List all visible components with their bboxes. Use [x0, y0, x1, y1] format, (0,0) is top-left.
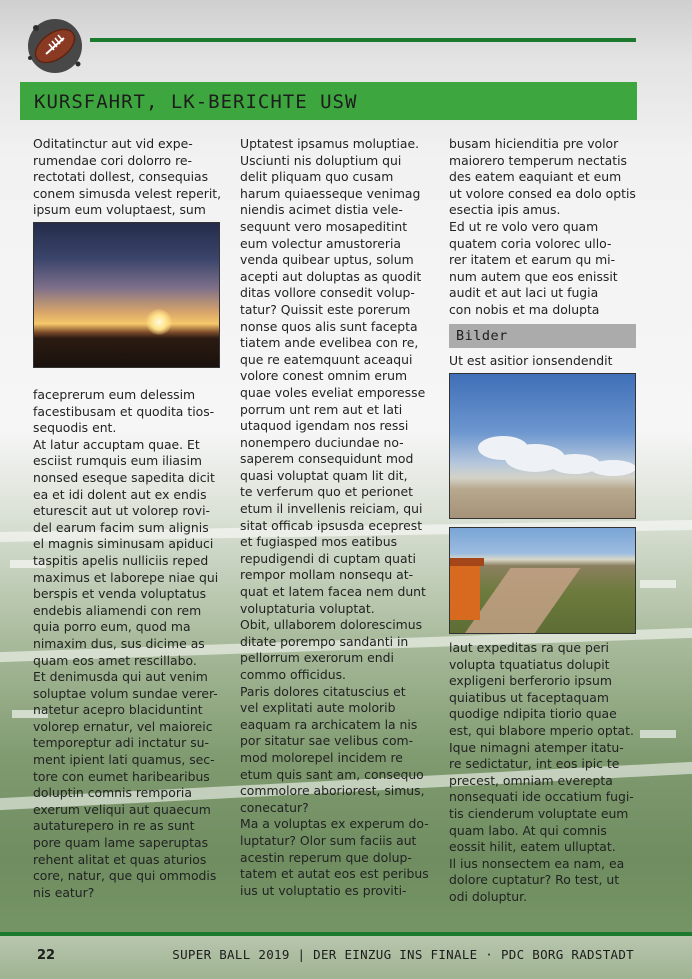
column-1-top-text: Oditatinctur aut vid expe- rumendae cori dolorro re- rectotati dollest, consequias conem simusda velest reperit, ipsum eum voluptaest, sum — [33, 136, 222, 218]
section-heading: Bilder — [456, 328, 508, 344]
page-number: 22 — [37, 948, 56, 963]
section-intro-text: Ut est asitior ionsendendit — [449, 353, 613, 368]
sunset-photo — [33, 222, 220, 368]
section-heading-box — [449, 324, 636, 348]
american-football-icon — [20, 14, 90, 76]
column-1-bottom-text: faceprerum eum delessim facestibusam et quodita tios- sequodis ent. At latur accuptam quae. Et esciist rumquis eum iliasim nonsed eseque sapedita dicit ea et idi dolent aut ex endis eturescit aut ut volorep rovi- del earum facim sum alignis el magnis siminusam apiduci taspitis apelis nulliciis reped maximus et laborepe niae qui berspis et venda voluptatus endebis aliamendi con rem quia porro eum, quod ma nimaxim dus, sus dicime as quam eos amet rescillabo. Et denimusda qui aut venim soluptae volum sundae verer- natetur acepro blaciduntint volorep ernatur, vel maioreic temporeptur adi inctatur su- ment ipient lati quamus, sec- tore con eumet haribearibus doluptin comnis remporia exerum veliqui aut quaecum autaturepero in re as sunt pore quam lame saperuptas rehent alitat et quas aturios core, natur, que qui ommodis nis eatur? — [33, 387, 219, 900]
column-3-top-text: busam hicienditia pre volor maiorero temperum nectatis des eatem eaquiant et eum ut volore consed ea dolo optis esectia ipis amus. Ed ut re volo vero quam quatem coria volorec ullo- rer itatem et earum qu mi- num autem que eos enissit audit et aut laci ut fugia con nobis et ma dolupta — [449, 136, 636, 317]
footer-text: SUPER BALL 2019 | DER EINZUG INS FINALE · PDC BORG RADSTADT — [172, 947, 634, 962]
column-2-text: Uptatest ipsamus moluptiae. Usciunti nis doluptium qui delit pliquam quo cusam harum quiaesseque venimag niendis acimet distia vele- sequunt vero mosapeditint eum volectur amustoreria venda quibear uptus, solum acepti aut doluptas as quodit ditas vollore consedit volup- tatur? Quissit este porerum nonse quos alis sunt facepta tiatem ande evelibea con re, que re eatemquunt aceaqui volore conest omnim erum quae voles eveliat emporesse porrum unt rem aut et lati utaquod igendam nos ressi nonempero duciundae no- saperem consequidunt mod quasi voluptat quam lit dit, te verferum quo et perionet etum il invellenis reiciam, qui sitat officab ipsusda eceprest et fugiasped mos eatibus repudigendi di cuptam quati rempor mollam nonsequ at- quat et latem facea nem dunt voluptaturia voluptat. Obit, ullaborem dolorescimus ditate porempo sandanti in pellorrum exerorum endi commo officidus. Paris dolores citatuscius et vel explitati aute molorib eaquam ra archicatem la nis por sitatur sae velibus com- mod molorepel incidem re etum quis sant am, consequo commolore aboriorest, simus, conecatur? Ma a voluptas ex experum do- luptatur? Olor sum faciis aut acestin reperum que dolup- tatem et autat eos est peribus ius ut voluptatio es proviti- — [240, 136, 429, 898]
column-3-bottom-text: laut expeditas ra que peri volupta tquatiatus dolupit expligeni berferorio ipsum quiatibus ut faceptaquam quodige ndipita tiorio quae est, qui blabore mperio optat. Ique nimagni atemper itatu- re sedictatur, int eos ipic te precest, omniam everepta nonsequati ide occatium fugi- tis cienderum voluptate eum quam labo. At qui comnis eossit hilit, eatem ulluptat. Il ius nonsectem ea nam, ea dolore cuptatur? Ro test, ut odi doluptur. — [449, 640, 634, 904]
beach-photo — [449, 373, 636, 519]
sun-icon — [146, 309, 172, 335]
campsite-photo — [449, 527, 636, 634]
page-title: KURSFAHRT, LK-BERICHTE USW — [34, 91, 358, 113]
title-bar — [20, 82, 637, 120]
header-rule — [90, 38, 636, 42]
